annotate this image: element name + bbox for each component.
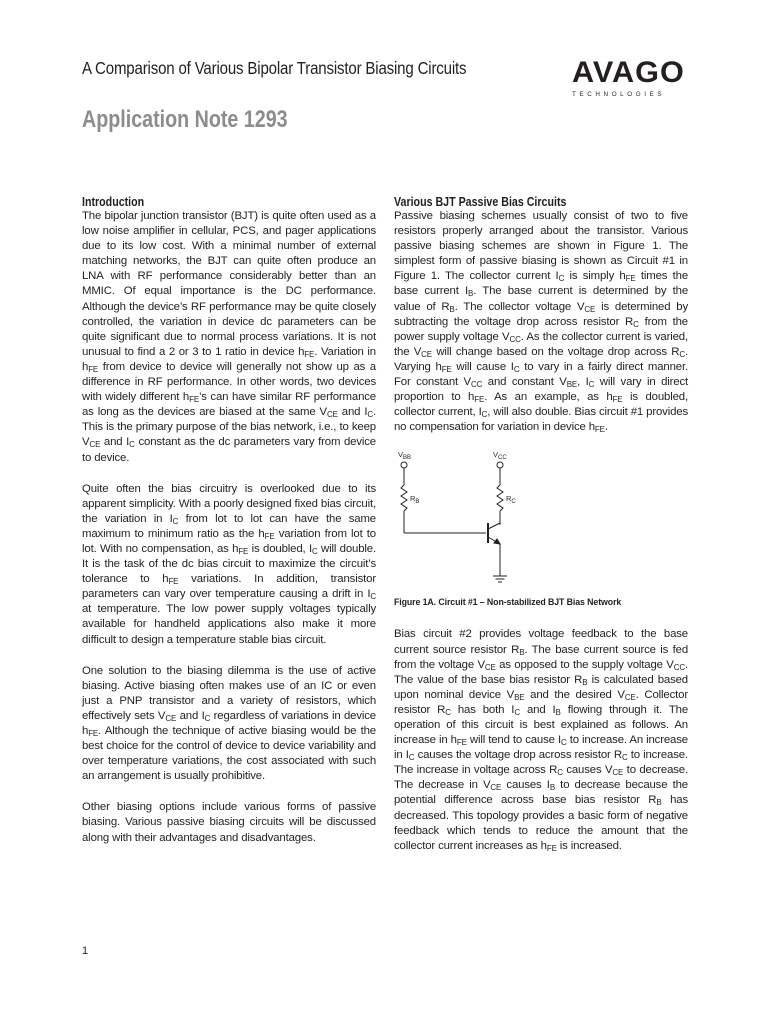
vbb-label: $V_{BB}$ xyxy=(398,450,412,462)
avago-logo xyxy=(572,58,692,102)
logo-wordmark: AVAGO xyxy=(572,56,685,89)
logo-tagline: TECHNOLOGIES xyxy=(572,91,666,98)
left-column xyxy=(82,193,376,862)
intro-paragraph-3: One solution to the biasing dilemma is the use of active biasing. Active biasing often makes use of an IC or even just a PNP transistor and a variety of resistors, which effectively sets $V_{CE}$ and $I_C$ regardless of variations in device $h_{FE}$. Although the technique of active biasing would be the best choice for the control of device to device variability and over temperature variations, the cost associated with such an arrangement is usually prohibitive. xyxy=(82,664,376,783)
passive-bias-paragraph-1: Passive biasing schemes usually consist of two to five resistors properly arranged about the transistor. Various passive biasing schemes are shown in Figure 1. The simplest form of passive biasing is shown as Circuit #1 in Figure 1. The collector current $I_C$ is simply $h_{FE}$ times the base current $I_B$. The base current is determined by the value of $R_B$. The collector voltage $V_{CE}$ is determined by subtracting the voltage drop across resistor $R_C$ from the power supply voltage $V_{CC}$. As the collector current is varied, the $V_{CE}$ will change based on the voltage drop across $R_C$. Varying $h_{FE}$ will cause $I_C$ to vary in a fairly direct manner. For constant $V_{CC}$ and constant $V_{BE}$, $I_C$ will vary in direct proportion to $h_{FE}$. As an example, as $h_{FE}$ is doubled, collector current, $I_C$, will also double. Bias circuit #1 provides no compensation for variation in device $h_{FE}$. xyxy=(394,210,689,435)
right-column xyxy=(394,193,688,870)
passive-bias-heading: Various BJT Passive Bias Circuits xyxy=(394,194,567,209)
circuit-1-schematic xyxy=(394,443,688,601)
passive-bias-paragraph-2: Bias circuit #2 provides voltage feedback to the base current source resistor $R_B$. The base current source is fed from the voltage $V_{CE}$ as opposed to the supply voltage $V_{CC}$. The value of the base bias resistor $R_B$ is calculated based upon nominal device $V_{BE}$ and the desired $V_{CE}$. Collector resistor $R_C$ has both $I_C$ and $I_B$ flowing through it. The operation of this circuit is best explained as follows. An increase in $h_{FE}$ will tend to cause $I_C$ to increase. An increase in $I_C$ causes the voltage drop across resistor $R_C$ to increase. The increase in voltage across $R_C$ causes $V_{CE}$ to decrease. The decrease in $V_{CE}$ causes $I_B$ to decrease because the potential difference across base bias resistor $R_B$ has decreased. This topology provides a basic form of negative feedback which tends to reduce the amount that the collector current increases as $h_{FE}$ is increased. xyxy=(394,628,689,853)
vcc-label: $V_{CC}$ xyxy=(493,450,507,462)
intro-paragraph-2: Quite often the bias circuitry is overlooked due to its apparent simplicity. With a poorly designed fixed bias circuit, the variation in $I_C$ from lot to lot can have the same maximum to minimum ratio as the $h_{FE}$ variation from lot to lot. With no compensation, as $h_{FE}$ is doubled, $I_C$ will double. It is the task of the dc bias circuit to maximize the circuit’s tolerance to $h_{FE}$ variations. In addition, transistor parameters can vary over temperature causing a drift in $I_C$ at temperature. The low power supply voltages typically available for handheld applications also make it more difficult to design a temperature stable bias circuit. xyxy=(82,482,376,646)
page-number: 1 xyxy=(82,945,89,957)
vcc-terminal-icon xyxy=(497,462,503,468)
circuit-1-figure xyxy=(394,443,688,601)
figure-1a-caption: Figure 1A. Circuit #1 – Non-stabilized BJT Bias Network xyxy=(394,597,622,608)
intro-paragraph-4: Other biasing options include various forms of passive biasing. Various passive biasing circuits will be discussed along with their advantages and disadvantages. xyxy=(82,801,376,844)
document-title: A Comparison of Various Bipolar Transistor Biasing Circuits xyxy=(82,58,467,78)
vbb-terminal-icon xyxy=(401,462,407,468)
ground-icon xyxy=(493,576,507,582)
rc-label: $R_C$ xyxy=(506,494,516,506)
rc-resistor-icon xyxy=(497,485,503,511)
introduction-heading: Introduction xyxy=(82,194,145,209)
rb-resistor-icon xyxy=(401,485,407,511)
intro-paragraph-1: The bipolar junction transistor (BJT) is quite often used as a low noise amplifier in cellular, PCS, and pager applications due to its low cost. With a minimal number of external matching networks, the BJT can quite often produce an LNA with RF performance considerably better than an MMIC. Of equal importance is the DC performance. Although the device’s RF performance may be quite closely controlled, the variation in device dc parameters can be quite significant due to normal process variations. It is not unusual to find a 2 or 3 to 1 ratio in device $h_{FE}$. Variation in $h_{FE}$ from device to device will generally not show up as a difference in RF performance. In other words, two devices with widely different $h_{FE}’s$ can have similar RF performance as long as the devices are biased at the same $V_{CE}$ and $I_C$. This is the primary purpose of the bias network, i.e., to keep $V_{CE}$ and $I_C$ constant as the dc parameters vary from device to device. xyxy=(82,210,376,464)
application-note-number: Application Note 1293 xyxy=(82,106,288,133)
rb-label: $R_B$ xyxy=(410,494,420,506)
